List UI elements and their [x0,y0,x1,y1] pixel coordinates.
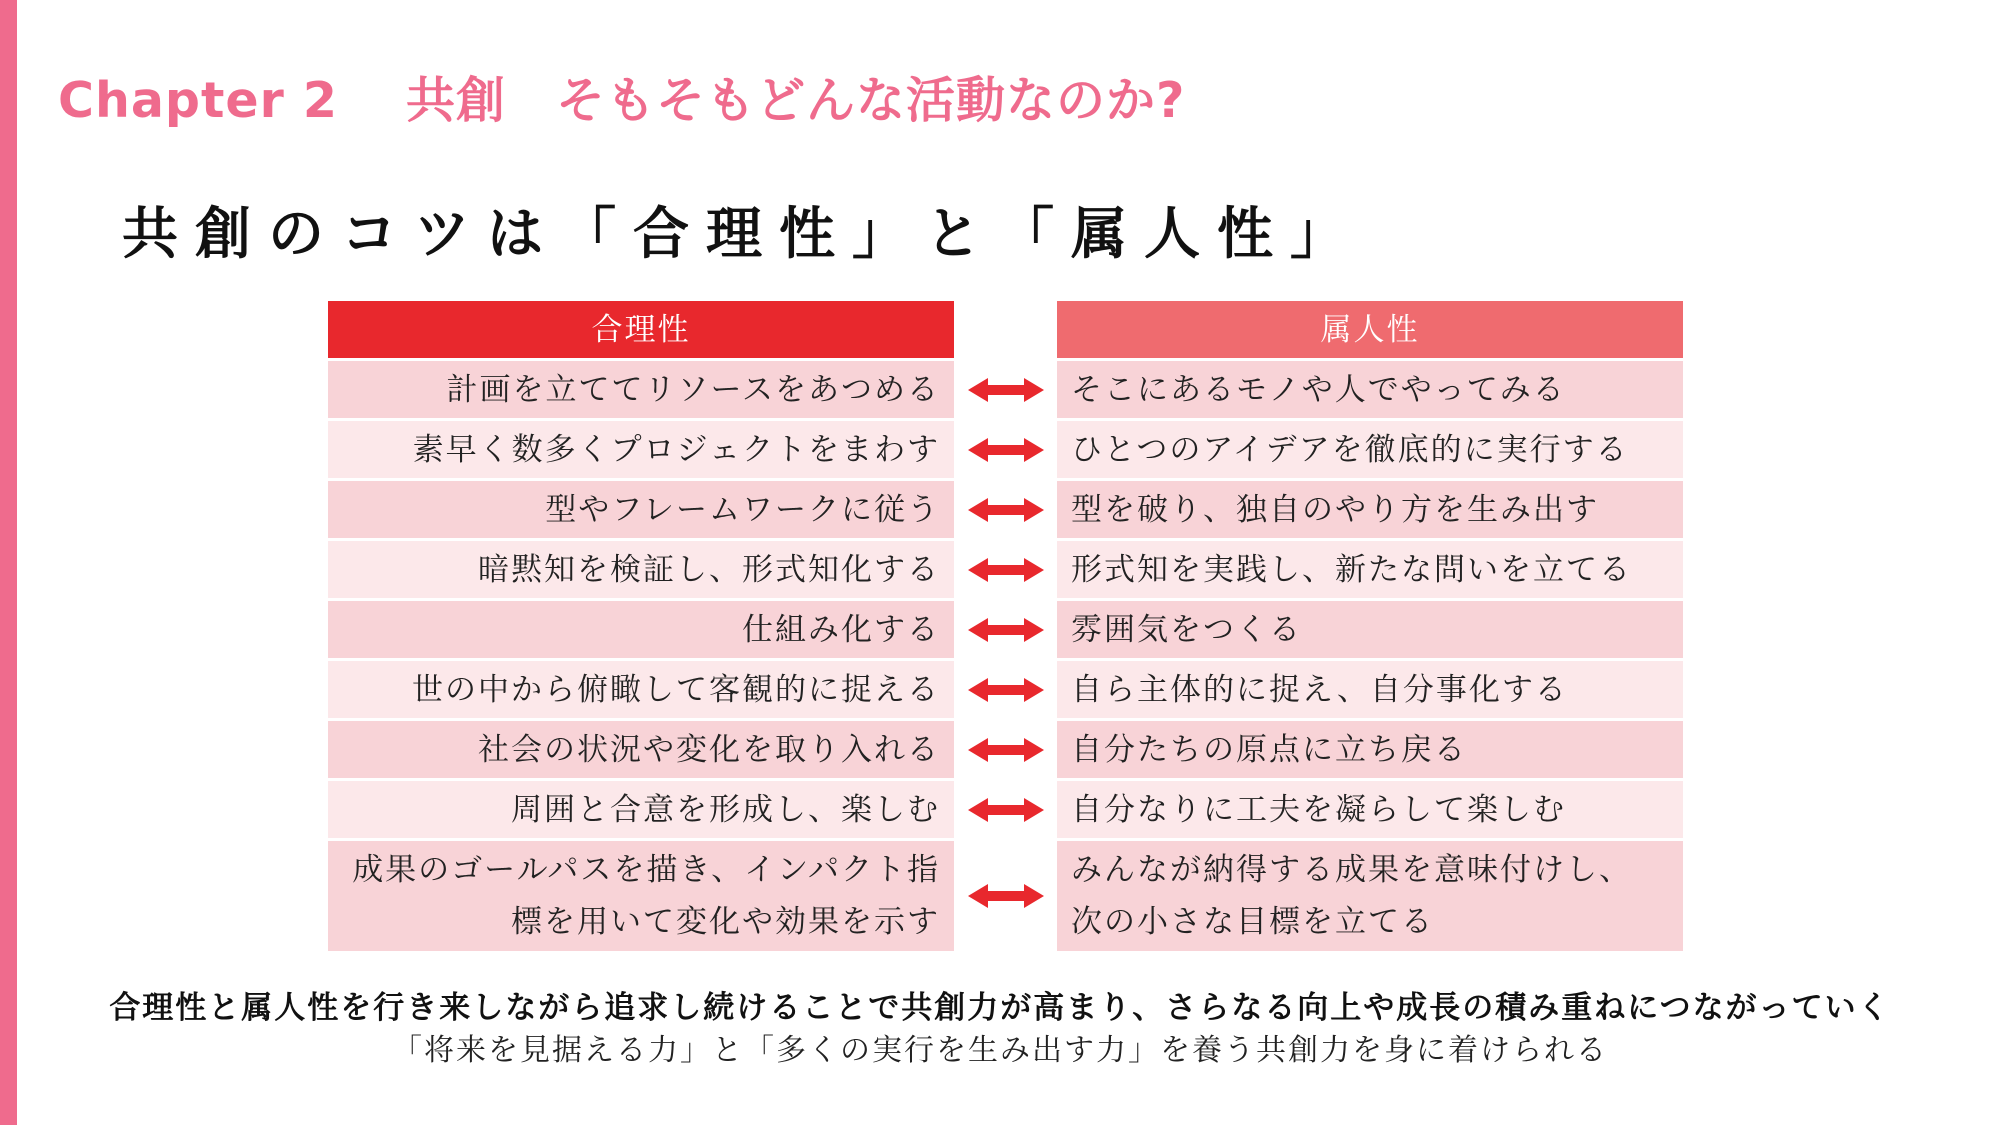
rationality-cell: 素早く数多くプロジェクトをまわす [328,421,954,478]
personal-cell: 型を破り、独自のやり方を生み出す [1057,481,1683,538]
double-arrow-icon [954,781,1057,838]
rationality-cell: 成果のゴールパスを描き、インパクト指 標を用いて変化や効果を示す [328,841,954,951]
summary-line: 「将来を見据える力」と「多くの実行を生み出す力」を養う共創力を身に着けられる [392,1033,1608,1068]
double-arrow-icon [954,601,1057,658]
comparison-table [328,301,1683,951]
personal-cell: みんなが納得する成果を意味付けし、 次の小さな目標を立てる [1057,841,1683,951]
table-body [328,361,1683,951]
table-row [328,361,1683,418]
table-header-row [328,301,1683,358]
double-arrow-icon [954,841,1057,951]
rationality-cell: 社会の状況や変化を取り入れる [328,721,954,778]
rationality-cell: 型やフレームワークに従う [328,481,954,538]
double-arrow-icon [954,421,1057,478]
table-row [328,601,1683,658]
personal-cell: ひとつのアイデアを徹底的に実行する [1057,421,1683,478]
personal-cell: 雰囲気をつくる [1057,601,1683,658]
double-arrow-icon [954,541,1057,598]
double-arrow-icon [954,481,1057,538]
left-column-header: 合理性 [328,301,954,358]
double-arrow-icon [954,721,1057,778]
header-spacer [954,301,1057,358]
table-row [328,721,1683,778]
table-row [328,421,1683,478]
rationality-cell: 世の中から俯瞰して客観的に捉える [328,661,954,718]
table-row [328,841,1683,951]
chapter-title: Chapter 2 共創 そもそもどんな活動なのか? [58,72,1186,129]
summary-line-bold: 合理性と属人性を行き来しながら追求し続けることで共創力が高まり、さらなる向上や成長の積み重ねにつながっていく [109,990,1891,1026]
rationality-cell: 仕組み化する [328,601,954,658]
main-heading: 共創のコツは「合理性」と「属人性」 [122,202,1363,267]
rationality-cell: 周囲と合意を形成し、楽しむ [328,781,954,838]
right-column-header: 属人性 [1057,301,1683,358]
personal-cell: そこにあるモノや人でやってみる [1057,361,1683,418]
table-row [328,481,1683,538]
personal-cell: 自分たちの原点に立ち戻る [1057,721,1683,778]
personal-cell: 自ら主体的に捉え、自分事化する [1057,661,1683,718]
table-row [328,661,1683,718]
table-row [328,781,1683,838]
double-arrow-icon [954,661,1057,718]
personal-cell: 形式知を実践し、新たな問いを立てる [1057,541,1683,598]
table-row [328,541,1683,598]
personal-cell: 自分なりに工夫を凝らして楽しむ [1057,781,1683,838]
rationality-cell: 計画を立ててリソースをあつめる [328,361,954,418]
accent-side-bar [0,0,17,1125]
rationality-cell: 暗黙知を検証し、形式知化する [328,541,954,598]
double-arrow-icon [954,361,1057,418]
